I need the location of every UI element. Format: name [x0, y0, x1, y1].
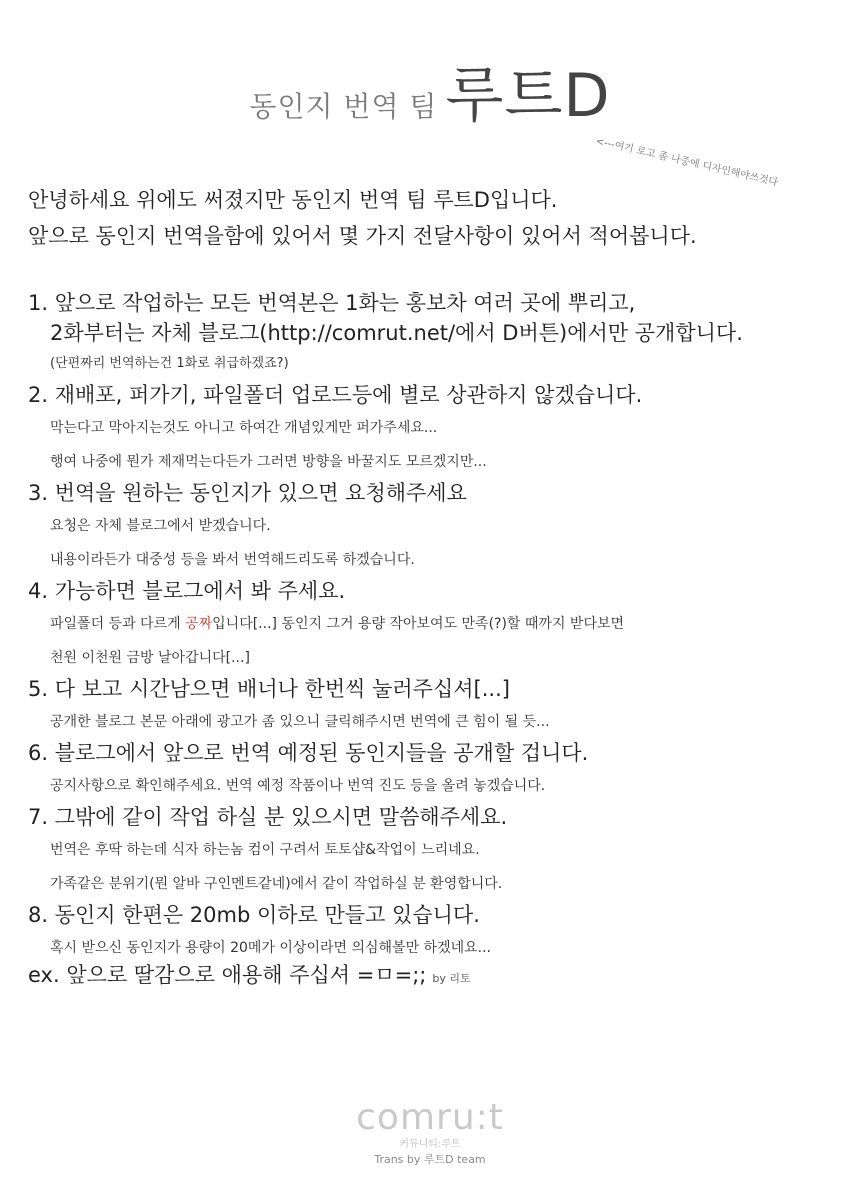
item-text: 가능하면 블로그에서 봐 주세요.: [54, 579, 346, 603]
item-number: 2.: [28, 383, 49, 407]
team-brand-logo: 루트D: [445, 61, 611, 131]
item-number: 3.: [28, 481, 49, 505]
item-note: 막는다고 막아지는것도 아니고 하여간 개념있게만 퍼가주세요...: [50, 420, 438, 436]
item-note: 공지사항으로 확인해주세요. 번역 예정 작품이나 번역 진도 등을 올려 놓겠습니다.: [50, 778, 546, 794]
example-line: [28, 960, 848, 994]
item-number: 6.: [28, 741, 49, 765]
item-number: 8.: [28, 903, 49, 927]
item-note-part: 입니다[...] 동인지 그거 용량 작아보여도 만족(?)할 때까지 받다보면: [212, 616, 625, 632]
notice-list: [28, 288, 848, 994]
intro-paragraph: [28, 182, 697, 254]
item-note: (단편짜리 번역하는건 1화로 취급하겠죠?): [50, 356, 289, 371]
notice-item-6: [28, 738, 848, 768]
item-note: 행여 나중에 뭔가 제재먹는다든가 그러면 방향을 바꿀지도 모르겠지만...: [50, 454, 487, 470]
item-note: 내용이라든가 대중성 등을 봐서 번역해드리도록 하겠습니다.: [50, 552, 415, 568]
item-text: 번역을 원하는 동인지가 있으면 요청해주세요: [54, 481, 467, 505]
item-text: 재배포, 퍼가기, 파일폴더 업로드등에 별로 상관하지 않겠습니다.: [54, 383, 643, 407]
item-number: 4.: [28, 579, 49, 603]
title-header: [0, 48, 860, 134]
item-text: 동인지 한편은 20mb 이하로 만들고 있습니다.: [54, 903, 480, 927]
item-number: 5.: [28, 677, 49, 701]
item-text-continued: 2화부터는 자체 블로그(http://comrut.net/에서 D버튼)에서만 공개합니다.: [50, 321, 743, 345]
item-note: 번역은 후딱 하는데 식자 하는놈 컴이 구려서 토토샵&작업이 느리네요.: [50, 842, 480, 858]
footer-credits: [0, 1098, 860, 1168]
team-subtitle: 동인지 번역 팀: [249, 90, 438, 123]
item-text: 다 보고 시간남으면 배너나 한번씩 눌러주십셔[...]: [54, 677, 510, 701]
community-label: 커뮤니티:루트: [399, 1139, 461, 1150]
highlight-free: 공짜: [185, 616, 213, 632]
example-text: ex. 앞으로 딸감으로 애용해 주십셔 =ㅁ=;;: [28, 963, 427, 987]
notice-item-4: [28, 576, 848, 606]
item-note: 가족같은 분위기(뭔 알바 구인멘트같네)에서 같이 작업하실 분 환영합니다.: [50, 876, 503, 892]
item-note: [28, 606, 848, 634]
item-note: 공개한 블로그 본문 아래에 광고가 좀 있으니 클릭해주시면 번역에 큰 힘이 될 듯...: [50, 714, 550, 730]
item-text: 그밖에 같이 작업 하실 분 있으시면 말씀해주세요.: [54, 805, 508, 829]
item-note-part: 파일폴더 등과 다르게: [50, 616, 186, 632]
notice-item-7: [28, 802, 848, 832]
translation-credit: Trans by 루트D team: [374, 1153, 486, 1166]
notice-item-1: [28, 288, 848, 348]
item-text: 블로그에서 앞으로 번역 예정된 동인지들을 공개할 겁니다.: [54, 741, 589, 765]
item-number: 1.: [28, 291, 49, 315]
item-note: 요청은 자체 블로그에서 받겠습니다.: [50, 518, 271, 534]
notice-item-5: [28, 674, 848, 704]
intro-line: 앞으로 동인지 번역을함에 있어서 몇 가지 전달사항이 있어서 적어봅니다.: [28, 224, 697, 248]
intro-line: 안녕하세요 위에도 써졌지만 동인지 번역 팀 루트D입니다.: [28, 188, 558, 212]
comrut-wordmark: comru:t: [356, 1097, 504, 1138]
example-by: by 리토: [432, 972, 471, 985]
item-note: 혹시 받으신 동인지가 용량이 20메가 이상이라면 의심해볼만 하겠네요...: [50, 940, 491, 956]
item-number: 7.: [28, 805, 49, 829]
item-text: 앞으로 작업하는 모든 번역본은 1화는 홍보차 여러 곳에 뿌리고,: [54, 291, 636, 315]
notice-item-8: [28, 900, 848, 930]
notice-item-2: [28, 380, 848, 410]
item-note: 천원 이천원 금방 날아갑니다[...]: [50, 650, 250, 666]
logo-note: <---여기 로고 좀 나중에 디자인해야쓰것다: [594, 135, 779, 189]
notice-item-3: [28, 478, 848, 508]
